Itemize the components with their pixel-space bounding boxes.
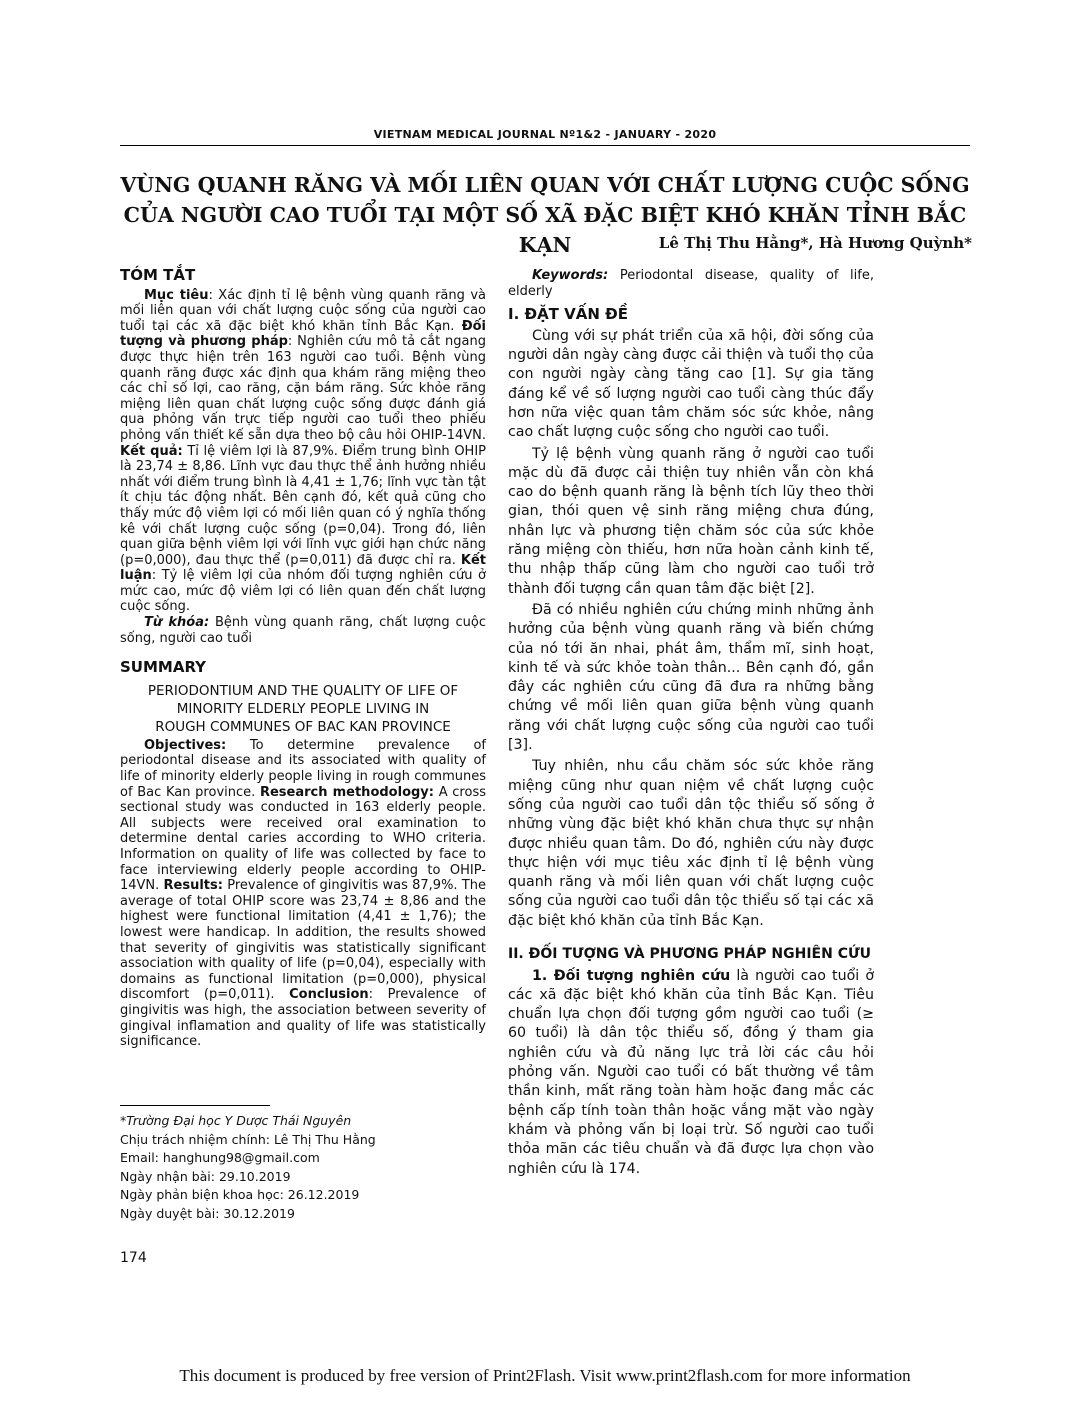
page-number: 174 [120, 1250, 147, 1266]
footnote-affiliation: *Trường Đại học Y Dược Thái Nguyên [120, 1113, 352, 1128]
keywords-vi [120, 615, 486, 646]
objectives-text: To determine prevalence of periodontal disease and its associated with quality of life of minority elderly people living in rough communes of Bac Kan province. [120, 737, 486, 800]
footnote-reviewed: Ngày phản biện khoa học: 26.12.2019 [120, 1187, 360, 1202]
footnote-approved: Ngày duyệt bài: 30.12.2019 [120, 1205, 295, 1221]
section-1-heading: I. ĐẶT VẤN ĐỀ [508, 305, 628, 324]
section-2-sub1-text: là người cao tuổi ở các xã đặc biệt khó khăn của tỉnh Bắc Kạn. Tiêu chuẩn lựa chọn đối tượng gồm người cao tuổi (≥ 60 tuổi) là dân tộc thiểu số, đồng ý tham gia nghiên cứu và đủ năng lực trả lời các câu hỏi phỏng vấn. Người cao tuổi có bất thường về tâm thần kinh, mất răng toàn hàm hoặc đang mắc các bệnh cấp tính toàn thân hoặc vắng mặt vào ngày khám và phỏng vấn bị loại trừ. Số người cao tuổi thỏa mãn các tiêu chuẩn và đã được lựa chọn vào nghiên cứu là 174. [508, 967, 874, 1177]
footnote-email: Email: hanghung98@gmail.com [120, 1150, 320, 1165]
research-method-label: Research methodology: [259, 784, 434, 800]
keywords-en-label: Keywords: [532, 268, 609, 283]
section-2-heading: II. ĐỐI TƯỢNG VÀ PHƯƠNG PHÁP NGHIÊN CỨU [508, 945, 872, 962]
title-line-1: VÙNG QUANH RĂNG VÀ MỐI LIÊN QUAN VỚI CHẤT LƯỢNG CUỘC SỐNG [120, 173, 970, 197]
summary-title-line-2: MINORITY ELDERLY PEOPLE LIVING IN [176, 700, 430, 717]
title-line-2: CỦA NGƯỜI CAO TUỔI TẠI MỘT SỐ XÃ ĐẶC BIỆT KHÓ KHĂN TỈNH BẮC KẠN [123, 203, 967, 257]
objectives-label: Objectives: [144, 737, 227, 753]
summary-title [120, 682, 486, 736]
objective-label: Mục tiêu [144, 287, 209, 303]
keywords-vi-label: Từ khóa: [144, 615, 210, 631]
abstract-vi [120, 288, 486, 615]
objective-text: : Xác định tỉ lệ bệnh vùng quanh răng và mối liên quan với chất lượng cuộc sống của người cao tuổi tại các xã đặc biệt khó khăn tỉnh Bắc Kạn. [120, 287, 486, 334]
keywords-vi-text: Bệnh vùng quanh răng, chất lượng cuộc sống, người cao tuổi [120, 615, 486, 646]
footnote [120, 1105, 486, 1223]
keywords-en-text: Periodontal disease, quality of life, elderly [508, 268, 874, 299]
conclusion-text: : Tỷ lệ viêm lợi của nhóm đối tượng nghiên cứu ở mức cao, mức độ viêm lợi có liên quan đến chất lượng cuộc sống. [120, 568, 486, 615]
section-1-paragraph-4: Tuy nhiên, nhu cầu chăm sóc sức khỏe răng miệng cũng như quan niệm về chất lượng cuộc sống của người cao tuổi dân tộc thiểu số sống ở những vùng đặc biệt khó khăn chưa thực sự nhận được nhiều quan tâm. Do đó, nghiên cứu này được thực hiện với mục tiêu xác định tỉ lệ bệnh vùng quanh răng và mối liên quan với chất lượng cuộc sống của người cao tuổi dân tộc thiểu số tại các xã đặc biệt khó khăn của tỉnh Bắc Kạn. [508, 758, 874, 929]
summary-conclusion-text: : Prevalence of gingivitis was high, the association between severity of gingival inflamation and quality of life was statistically significance. [120, 987, 486, 1050]
summary-body [120, 738, 486, 1050]
abstract-heading: TÓM TẮT [120, 266, 196, 284]
result-text: Tỉ lệ viêm lợi là 87,9%. Điểm trung bình OHIP là 23,74 ± 8,86. Lĩnh vực đau thực thể ảnh hưởng nhiều nhất với điểm trung bình là 4,41 ± 1,76; lĩnh vực tàn tật ít chịu tác động nhất. Bên cạnh đó, kết quả cũng cho thấy mức độ viêm lợi có mối liên quan có ý nghĩa thống kê với chất lượng cuộc sống (p=0,04). Trong đó, liên quan giữa bệnh viêm lợi với lĩnh vực giới hạn chức năng (p=0,000), đau thực thể (p=0,011) đã được chỉ ra. [120, 443, 486, 568]
section-1-paragraph-1: Cùng với sự phát triển của xã hội, đời sống của người dân ngày càng được cải thiện và tuổi thọ của con người ngày càng tăng cao [1]. Sự gia tăng đáng kể về số lượng người cao tuổi càng thúc đẩy hơn nữa việc quan tâm chăm sóc sức khỏe, nâng cao chất lượng cuộc sống cho người cao tuổi. [508, 327, 874, 441]
summary-title-line-3: ROUGH COMMUNES OF BAC KAN PROVINCE [155, 718, 451, 735]
print2flash-watermark: This document is produced by free version of Print2Flash. Visit www.print2flash.com for more information [179, 1366, 911, 1385]
summary-conclusion-label: Conclusion [289, 987, 369, 1003]
result-label: Kết quả: [120, 443, 183, 459]
method-text: : Nghiên cứu mô tả cắt ngang được thực hiện trên 163 người cao tuổi. Bệnh vùng quanh răng được xác định qua khám răng miệng theo các chỉ số lợi, cao răng, cặn bám răng. Sức khỏe răng miệng liên quan chất lượng cuộc sống được đánh giá qua phỏng vấn trực tiếp người cao tuổi theo phiếu phỏng vấn thiết kế sẵn dựa theo bộ câu hỏi OHIP-14VN. [120, 334, 486, 443]
summary-title-line-1: PERIODONTIUM AND THE QUALITY OF LIFE OF [147, 682, 459, 699]
right-column [508, 268, 874, 1179]
keywords-en [508, 268, 874, 299]
method-label: Đối tượng và phương pháp [120, 318, 486, 350]
results-text: Prevalence of gingivitis was 87,9%. The average of total OHIP score was 23,74 ± 8,86 and the highest were functional limitation (4,41 ± 1,76); the lowest were handicap. In addition, the results showed that severity of gingivitis was statistically significant association with quality of life (p=0,04), especially with domains as functional limitation (p=0,000), physical discomfort (p=0,011). [120, 878, 486, 1003]
header-rule [120, 145, 970, 146]
journal-header: VIETNAM MEDICAL JOURNAL Nº1&2 - JANUARY - 2020 [373, 128, 717, 141]
authors: Lê Thị Thu Hằng*, Hà Hương Quỳnh* [658, 234, 972, 252]
section-1-paragraph-3: Đã có nhiều nghiên cứu chứng minh những ảnh hưởng của bệnh vùng quanh răng và biến chứng của nó tới ăn nhai, phát âm, thẩm mĩ, sinh hoạt, kinh tế và sức khỏe toàn thân... Bên cạnh đó, gần đây các nghiên cứu cũng đã đưa ra những bằng chứng về mối liên quan giữa bệnh vùng quanh răng với chất lượng cuộc sống của người cao tuổi [3]. [508, 601, 874, 754]
left-column [120, 268, 486, 1050]
section-2-paragraph-1 [508, 967, 874, 1179]
conclusion-label: Kết luận [120, 552, 486, 584]
section-2-sub1-label: 1. Đối tượng nghiên cứu [532, 967, 731, 984]
research-method-text: A cross sectional study was conducted in 163 elderly people. All subjects were received oral examination to determine dental caries according to WHO criteria. Information on quality of life was collected by face to face interviewing elderly people according to OHIP-14VN. [120, 784, 486, 894]
section-1-paragraph-2: Tỷ lệ bệnh vùng quanh răng ở người cao tuổi mặc dù đã được cải thiện tuy nhiên vẫn còn khá cao do bệnh quanh răng là bệnh tích lũy theo thời gian, thói quen vệ sinh răng miệng chưa đúng, nhân lực và phương tiện chăm sóc của sức khỏe răng miệng còn thiếu, hơn nữa hoàn cảnh kinh tế, thu nhập thấp cũng làm cho người cao tuổi trở thành đối tượng cần quan tâm đặc biệt [2]. [508, 445, 874, 597]
results-label: Results: [163, 878, 223, 894]
summary-heading: SUMMARY [120, 658, 207, 677]
footnote-responsible: Chịu trách nhiệm chính: Lê Thị Thu Hằng [120, 1131, 376, 1147]
footnote-rule [120, 1105, 270, 1106]
footnote-received: Ngày nhận bài: 29.10.2019 [120, 1168, 291, 1184]
